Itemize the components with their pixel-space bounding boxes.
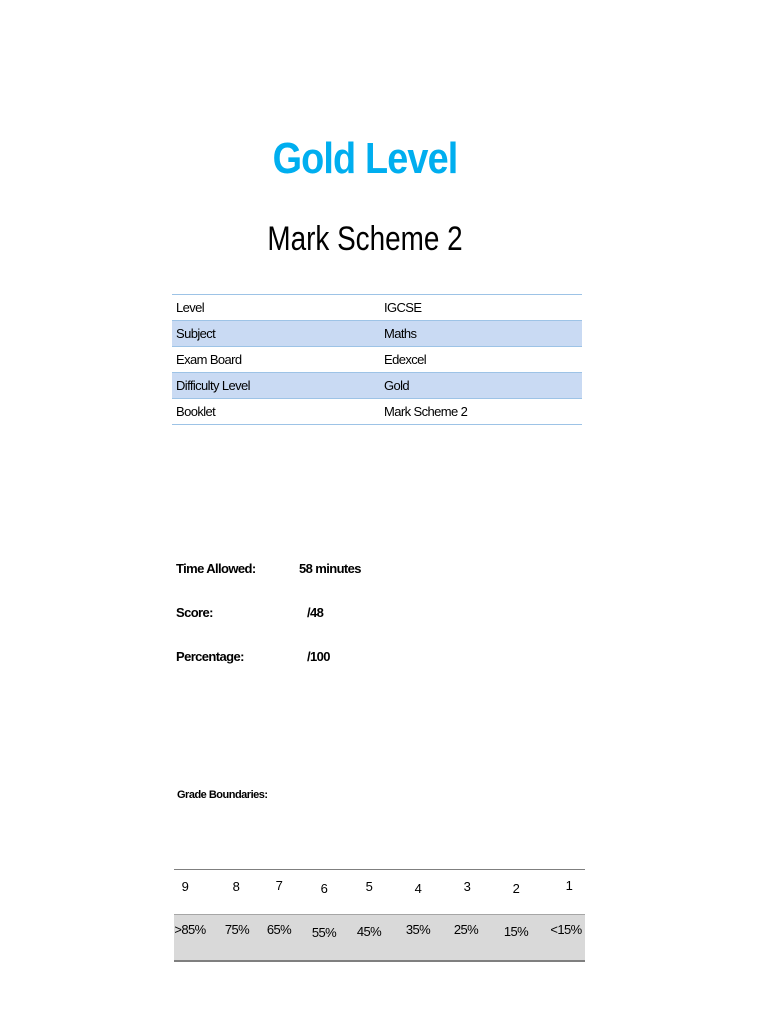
info-value: Edexcel: [380, 347, 582, 373]
grade-cell: 2: [512, 881, 520, 896]
grade-boundaries-table: [174, 869, 585, 962]
time-allowed-label: Time Allowed:: [176, 561, 256, 576]
boundary-cell: 55%: [311, 925, 337, 940]
info-key: Subject: [172, 321, 380, 347]
boundary-cell: 15%: [503, 924, 529, 939]
grade-cell: 8: [232, 879, 240, 894]
boundary-cell: 75%: [224, 922, 250, 937]
time-allowed-value: 58 minutes: [299, 561, 361, 576]
grade-row: [174, 870, 585, 914]
grade-cell: 7: [275, 878, 283, 893]
info-value: IGCSE: [380, 295, 582, 321]
page-title: Gold Level: [272, 134, 458, 183]
boundary-cell: 65%: [266, 922, 292, 937]
info-table: [172, 294, 582, 425]
boundary-cell: 45%: [356, 924, 382, 939]
info-row-booklet: [172, 399, 582, 425]
grade-cell: 9: [181, 879, 189, 894]
grade-cell: 4: [414, 881, 422, 896]
info-row-subject: [172, 321, 582, 347]
score-label: Score:: [176, 605, 213, 620]
info-value: Gold: [380, 373, 582, 399]
boundary-cell: >85%: [174, 922, 206, 937]
percentage-boundary-row: [174, 914, 585, 960]
grade-cell: 1: [565, 878, 573, 893]
percentage-value: /100: [307, 649, 330, 664]
info-row-difficulty: [172, 373, 582, 399]
info-row-level: [172, 295, 582, 321]
grade-cell: 6: [320, 881, 328, 896]
info-key: Booklet: [172, 399, 380, 425]
boundary-cell: 25%: [453, 922, 479, 937]
info-value: Mark Scheme 2: [380, 399, 582, 425]
grade-cell: 5: [365, 879, 373, 894]
grade-boundaries-label: Grade Boundaries:: [177, 789, 268, 801]
boundary-cell: <15%: [550, 922, 582, 937]
info-key: Level: [172, 295, 380, 321]
percentage-label: Percentage:: [176, 649, 244, 664]
grade-cell: 3: [463, 879, 471, 894]
info-value: Maths: [380, 321, 582, 347]
info-key: Exam Board: [172, 347, 380, 373]
info-row-exam-board: [172, 347, 582, 373]
boundary-cell: 35%: [405, 922, 431, 937]
score-value: /48: [307, 605, 324, 620]
info-key: Difficulty Level: [172, 373, 380, 399]
page-subtitle: Mark Scheme 2: [267, 220, 463, 258]
